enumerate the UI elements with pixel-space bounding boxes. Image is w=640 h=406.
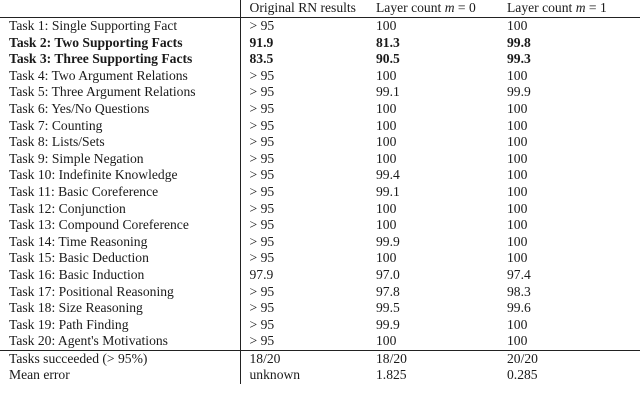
layer-m1-cell: 100: [507, 18, 528, 33]
layer-m0-cell: 100: [376, 117, 397, 133]
layer-m1-cell: 20/20: [507, 350, 538, 366]
summary-row: [0, 350, 640, 367]
layer-m1-cell: 99.8: [507, 34, 531, 50]
original-rn-cell: unknown: [249, 367, 301, 383]
task-name-cell: Task 17: Positional Reasoning: [0, 284, 240, 301]
task-name-cell: Task 2: Two Supporting Facts: [0, 35, 240, 52]
original-rn-cell: > 95: [249, 100, 275, 116]
summary-label-cell: Mean error: [0, 367, 240, 384]
original-rn-cell: > 95: [249, 200, 275, 216]
original-rn-cell: > 95: [249, 117, 275, 133]
table-row: [0, 18, 640, 35]
task-name-cell: Task 14: Time Reasoning: [0, 234, 240, 251]
layer-m1-cell: 100: [507, 183, 528, 199]
task-name-cell: Task 3: Three Supporting Facts: [0, 51, 240, 68]
layer-m1-cell: 100: [507, 117, 528, 133]
table-row: [0, 217, 640, 234]
header-layer-count-m0: [376, 0, 507, 18]
table-row: [0, 167, 640, 184]
layer-m0-cell: 97.0: [376, 266, 400, 282]
task-name-cell: Task 8: Lists/Sets: [0, 134, 240, 151]
table-row: [0, 201, 640, 218]
header-row: [0, 0, 640, 18]
layer-m0-cell: 100: [376, 150, 397, 166]
task-name-cell: Task 13: Compound Coreference: [0, 217, 240, 234]
layer-m0-cell: 99.9: [376, 233, 400, 249]
table-row: [0, 84, 640, 101]
layer-m0-cell: 99.1: [376, 183, 400, 199]
summary-row: [0, 367, 640, 384]
layer-m1-cell: 100: [507, 100, 528, 116]
original-rn-cell: > 95: [249, 183, 275, 199]
layer-m0-cell: 100: [376, 250, 397, 266]
task-name-cell: Task 18: Size Reasoning: [0, 300, 240, 317]
original-rn-cell: 83.5: [249, 51, 274, 67]
original-rn-cell: > 95: [249, 150, 275, 166]
table-row: [0, 68, 640, 85]
layer-m1-cell: 100: [507, 250, 528, 266]
original-rn-cell: > 95: [249, 217, 275, 233]
layer-m0-cell: 100: [376, 100, 397, 116]
layer-m0-cell: 100: [376, 217, 397, 233]
layer-m0-cell: 97.8: [376, 283, 400, 299]
layer-m1-cell: 98.3: [507, 283, 531, 299]
table-row: [0, 151, 640, 168]
layer-m0-cell: 100: [376, 18, 397, 33]
original-rn-cell: > 95: [249, 167, 275, 183]
header-m0-prefix: Layer count: [376, 0, 445, 16]
layer-m0-cell: 99.4: [376, 167, 400, 183]
layer-m0-cell: 99.9: [376, 316, 400, 332]
table-row: [0, 184, 640, 201]
table-row: [0, 134, 640, 151]
layer-m0-cell: 99.5: [376, 300, 400, 316]
layer-m1-cell: 100: [507, 67, 528, 83]
task-name-cell: Task 19: Path Finding: [0, 317, 240, 334]
table-row: [0, 118, 640, 135]
layer-m0-cell: 99.1: [376, 84, 400, 100]
header-original-rn: Original RN results: [240, 0, 376, 18]
original-rn-cell: > 95: [249, 233, 275, 249]
layer-m0-cell: 90.5: [376, 51, 400, 67]
header-layer-count-m1: [507, 0, 640, 18]
layer-m1-cell: 100: [507, 217, 528, 233]
original-rn-cell: > 95: [249, 84, 275, 100]
layer-m1-cell: 99.3: [507, 51, 531, 67]
table-row: [0, 267, 640, 284]
layer-m0-cell: 100: [376, 134, 397, 150]
task-name-cell: Task 6: Yes/No Questions: [0, 101, 240, 118]
summary-label-cell: Tasks succeeded (> 95%): [0, 350, 240, 367]
original-rn-cell: > 95: [249, 316, 275, 332]
layer-m1-cell: 100: [507, 200, 528, 216]
table-row: [0, 317, 640, 334]
header-m1-suffix: = 1: [585, 0, 607, 16]
table-row: [0, 101, 640, 118]
table-row: [0, 300, 640, 317]
task-name-cell: Task 10: Indefinite Knowledge: [0, 167, 240, 184]
original-rn-cell: > 95: [249, 67, 275, 83]
task-name-cell: Task 4: Two Argument Relations: [0, 68, 240, 85]
task-name-cell: Task 12: Conjunction: [0, 201, 240, 218]
layer-m1-cell: 100: [507, 333, 640, 350]
layer-m0-cell: 81.3: [376, 34, 400, 50]
layer-m1-cell: 99.9: [507, 84, 531, 100]
task-name-cell: Task 15: Basic Deduction: [0, 250, 240, 267]
layer-m1-cell: 0.285: [507, 367, 538, 383]
original-rn-cell: > 95: [249, 283, 275, 299]
layer-m0-cell: 18/20: [376, 350, 407, 366]
task-name-cell: Task 16: Basic Induction: [0, 267, 240, 284]
layer-m1-cell: 100: [507, 167, 528, 183]
original-rn-cell: > 95: [249, 18, 275, 33]
layer-m0-cell: 1.825: [376, 367, 407, 383]
original-rn-cell: 91.9: [249, 34, 274, 50]
header-m0-suffix: = 0: [454, 0, 476, 16]
original-rn-cell: > 95: [249, 300, 275, 316]
header-task-column: [0, 0, 240, 18]
layer-m1-cell: 100: [507, 233, 528, 249]
task-name-cell: Task 7: Counting: [0, 118, 240, 135]
layer-m1-cell: 100: [507, 150, 528, 166]
table-row: [0, 51, 640, 68]
task-name-cell: Task 9: Simple Negation: [0, 151, 240, 168]
layer-m0-cell: 100: [376, 67, 397, 83]
layer-m0-cell: 100: [376, 333, 507, 350]
table-row: [0, 333, 640, 350]
header-m1-math: m: [575, 0, 586, 16]
task-name-cell: Task 11: Basic Coreference: [0, 184, 240, 201]
layer-m0-cell: 100: [376, 200, 397, 216]
header-m0-math: m: [444, 0, 455, 16]
header-m1-prefix: Layer count: [507, 0, 576, 16]
layer-m1-cell: 97.4: [507, 266, 531, 282]
original-rn-cell: > 95: [240, 333, 376, 350]
original-rn-cell: > 95: [249, 134, 275, 150]
original-rn-cell: > 95: [249, 250, 275, 266]
layer-m1-cell: 99.6: [507, 300, 531, 316]
task-name-cell: Task 5: Three Argument Relations: [0, 84, 240, 101]
original-rn-cell: 97.9: [249, 266, 274, 282]
table-row: [0, 284, 640, 301]
table-row: [0, 250, 640, 267]
table-row: [0, 35, 640, 52]
original-rn-cell: 18/20: [249, 350, 281, 366]
layer-m1-cell: 100: [507, 134, 528, 150]
layer-m1-cell: 100: [507, 316, 528, 332]
table-row: [0, 234, 640, 251]
task-name-cell: Task 20: Agent's Motivations: [0, 333, 240, 350]
task-name-cell: Task 1: Single Supporting Fact: [0, 18, 240, 35]
